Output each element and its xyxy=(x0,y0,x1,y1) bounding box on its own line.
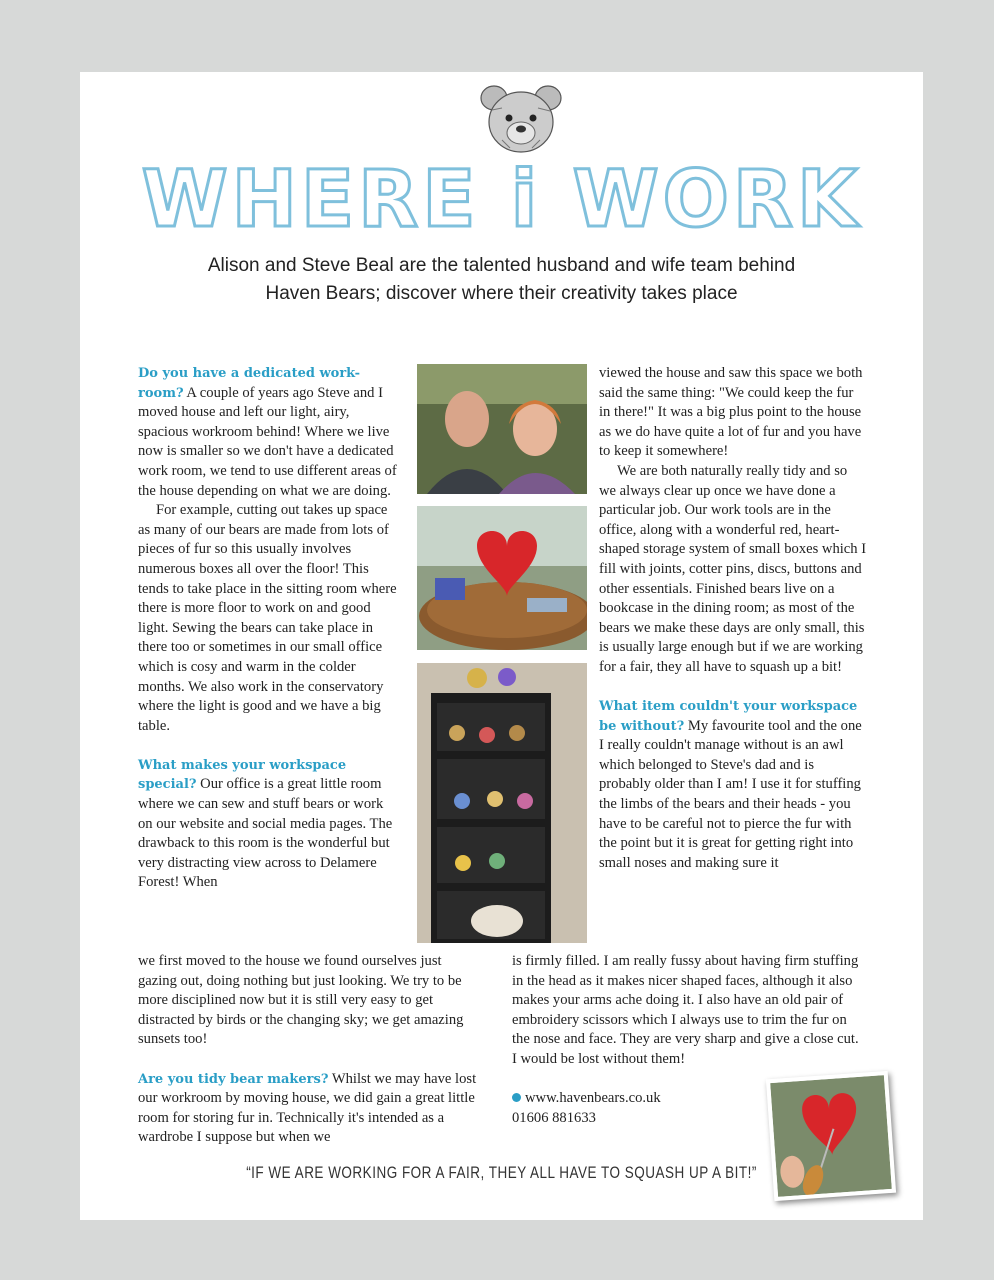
paragraph: is firmly filled. I am really fussy about having firm stuffing in the head as it makes nicer shaped faces, although it also makes your arms ache doing it. I also have an old pair of embroidery scissors which I always use to trim the fur on the nose and face. They are very sharp and give a close cut. I would be lost without them! xyxy=(512,953,859,1067)
article-column-1-continued xyxy=(138,952,483,1148)
page-title: WHERE i WORK xyxy=(141,155,862,245)
pull-quote: “IF WE ARE WORKING FOR A FAIR, THEY ALL HAVE TO SQUASH UP A BIT!” xyxy=(246,1163,757,1182)
question-heading: What makes your workspace special? xyxy=(138,757,347,793)
question-heading: Do you have a dedicated work-room? xyxy=(138,366,361,401)
magazine-page xyxy=(80,72,923,1220)
paragraph: For example, cutting out takes up space as many of our bears are made from lots of pieces of fur so this usually involves numerous boxes all over the floor! This tends to take place in the sitting room where there is more floor to work on and good light. Sewing the bears can take place in there too or sometimes in our small office which is cosy and warm in the colder months. We also work in the conservatory where the light is good and we have a big table. xyxy=(138,502,397,734)
paragraph xyxy=(138,1070,483,1148)
paragraph: we first moved to the house we found ourselves just gazing out, doing nothing but just looking. We try to be more disciplined now but it is still very easy to get distracted by birds or the changing sky; we get amazing sunsets too! xyxy=(138,953,464,1048)
answer-text: Whilst we may have lost our workroom by moving house, we did gain a great little room for storing fur in. Technically it's intended as a wardrobe I suppose but when we xyxy=(138,1070,477,1146)
bullet-dot-icon xyxy=(512,1093,521,1102)
photo-alison-and-steve xyxy=(417,364,587,494)
standfirst-line-2: Haven Bears; discover where their creativity takes place xyxy=(265,283,738,304)
standfirst xyxy=(140,252,863,308)
question-heading: Are you tidy bear makers? xyxy=(138,1071,329,1087)
paragraph xyxy=(599,697,867,873)
paragraph xyxy=(138,756,400,893)
paragraph xyxy=(138,364,400,501)
article-column-1 xyxy=(138,364,400,893)
paragraph: We are both naturally really tidy and so we always clear up once we have done a particular job. Our work tools are in the office, along with a wonderful red, heart-shaped storage system of small boxes which I fill with joints, cotter pins, discs, buttons and other essentials. Finished bears live on a bookcase in the dining room; as most of the bears we make these days are only small, this is usually large enough but if we are working for a fair, they all have to squash up a bit! xyxy=(599,462,867,675)
answer-text: My favourite tool and the one I really couldn't manage without is an awl which belonged to Steve's dad and is probably older than I am! I use it for stuffing the limbs of the bears and their heads - you have to be careful not to pierce the fur with the point but it is great for getting right into small noses and making sure it xyxy=(599,717,862,871)
standfirst-line-1: Alison and Steve Beal are the talented husband and wife team behind xyxy=(207,255,796,276)
photo-bear-bookcase xyxy=(417,663,587,943)
question-heading: What item couldn't your workspace be without? xyxy=(599,699,858,734)
photo-heart-storage-table xyxy=(417,506,587,650)
answer-text: A couple of years ago Steve and I moved house and left our light, airy, spacious workroom behind! Where we live now is smaller so we don't have a dedicated work room, we tend to use different areas of the house depending on what we are doing. xyxy=(138,384,397,499)
teddy-bear-sketch xyxy=(472,78,570,156)
contact-phone: 01606 881633 xyxy=(512,1109,596,1126)
paragraph: viewed the house and saw this space we both said the same thing: "We could keep the fur in there!" It was a big plus point to the house as we do have quite a lot of fur and you have to keep it somewhere! xyxy=(599,365,863,460)
answer-text: Our office is a great little room where we can sew and stuff bears or work on our website and social media pages. The drawback to this room is the wonderful but very distracting view across to Delamere Forest! When xyxy=(138,776,393,891)
website-link[interactable]: www.havenbears.co.uk xyxy=(525,1090,661,1107)
article-column-2 xyxy=(599,364,867,873)
